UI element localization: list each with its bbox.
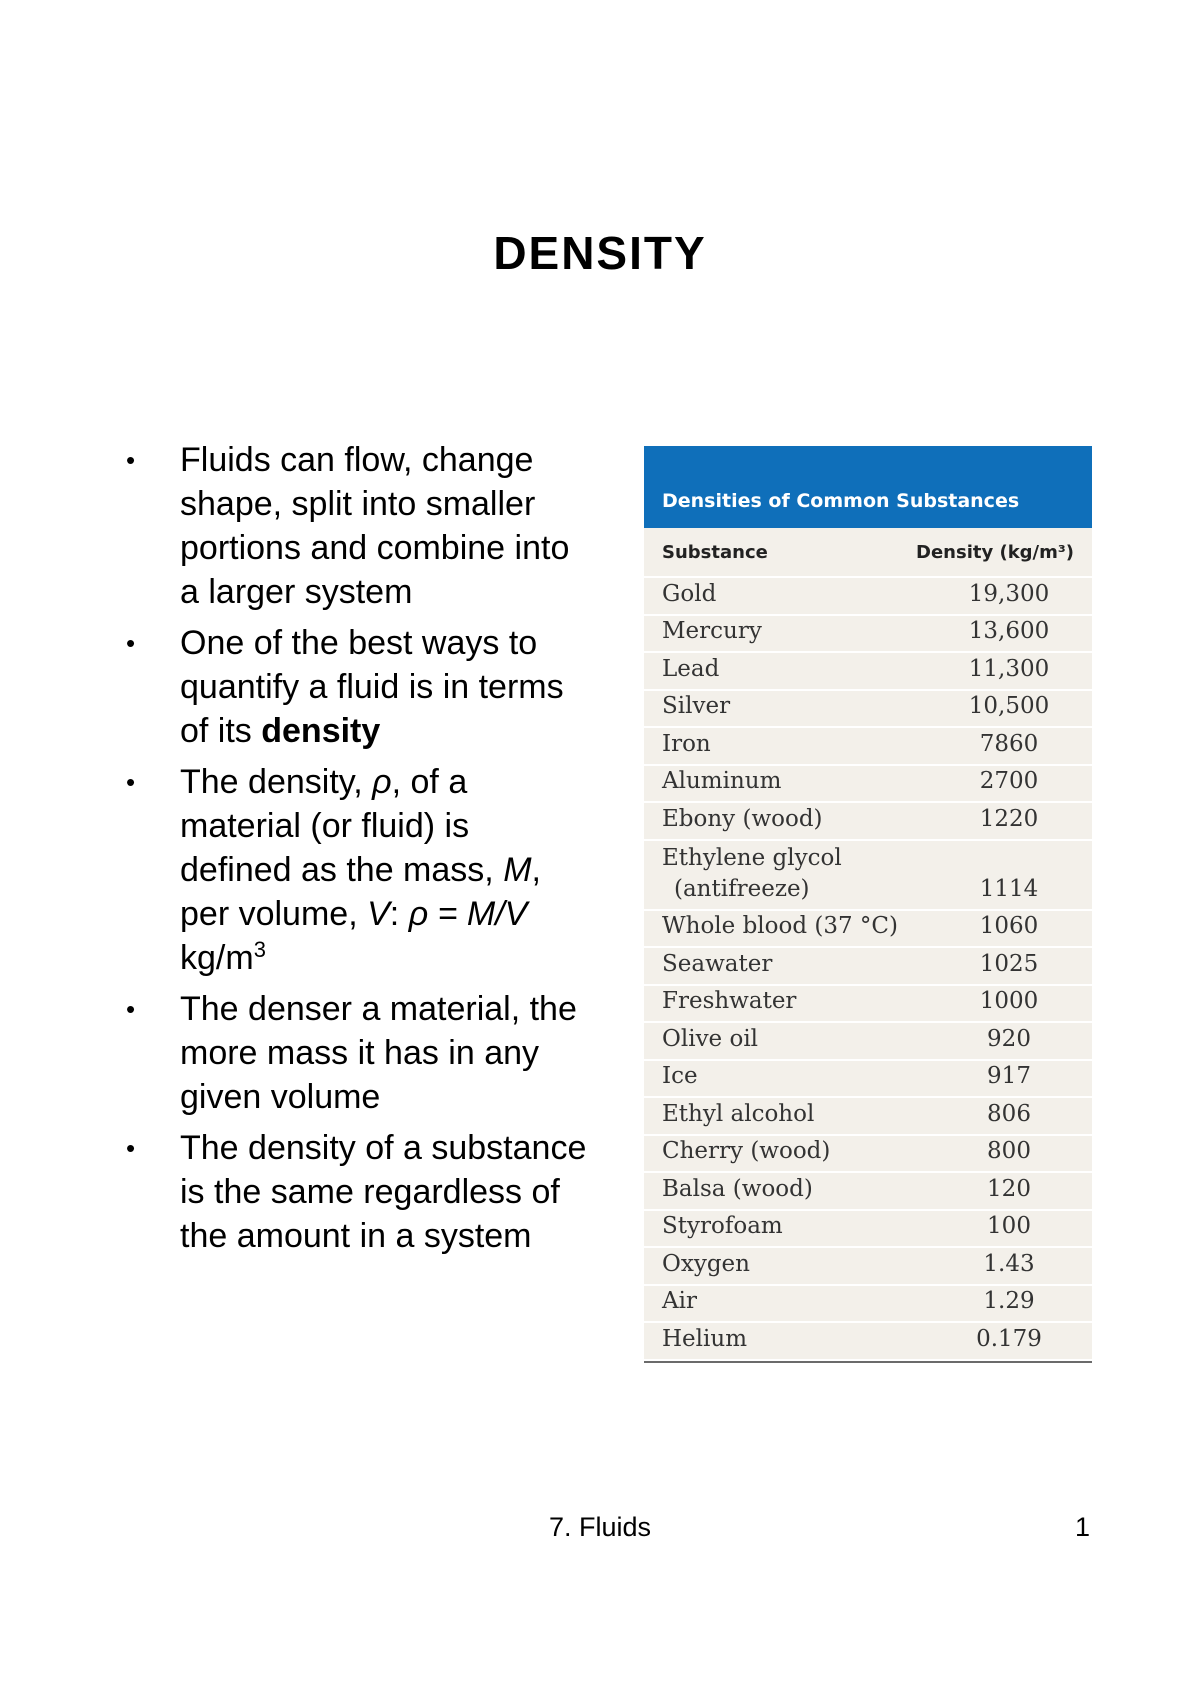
- substance-name: Ice: [662, 1063, 698, 1089]
- table-row: [644, 1173, 1092, 1211]
- substance-cell: [662, 766, 904, 797]
- substance-name: Whole blood (37 °C): [662, 913, 899, 939]
- bullet-glyph: •: [126, 445, 136, 475]
- substance-name: Freshwater: [662, 988, 797, 1014]
- substance-name: Olive oil: [662, 1025, 759, 1052]
- bullet-text: The density,: [180, 763, 373, 801]
- bullet-glyph: •: [126, 1133, 136, 1163]
- table-row: [644, 1098, 1092, 1136]
- density-value: 100: [987, 1213, 1031, 1239]
- density-unit: kg/m: [180, 939, 254, 977]
- density-value: 1.43: [983, 1250, 1035, 1277]
- bullet-text: Fluids can flow, change shape, split into smaller portions and combine into a larger system: [180, 441, 570, 611]
- substance-cell: [662, 616, 904, 647]
- substance-name: Lead: [662, 655, 720, 682]
- substance-cell: [662, 1136, 904, 1167]
- substance-name: Cherry (wood): [662, 1138, 831, 1164]
- table-row: [644, 616, 1092, 654]
- density-value: 7860: [979, 730, 1039, 757]
- substance-name: Styrofoam: [662, 1213, 783, 1239]
- table-row: [644, 911, 1092, 949]
- bullet-text: One of the best ways to quantify a fluid is in terms of its: [180, 624, 564, 750]
- density-value: 13,600: [968, 618, 1050, 644]
- substance-name: Ethylene glycol: [662, 844, 842, 871]
- column-header-substance: Substance: [662, 541, 768, 563]
- density-value: 1.29: [983, 1288, 1035, 1314]
- table-row: [644, 653, 1092, 691]
- substance-cell: [662, 1099, 904, 1130]
- table-row: [644, 766, 1092, 804]
- substance-cell: [662, 1061, 904, 1092]
- density-value: 806: [987, 1100, 1031, 1127]
- substance-cell: [662, 691, 904, 722]
- bullet-item-definition: [120, 760, 590, 980]
- density-value: 1114: [979, 875, 1039, 902]
- substance-name: Ethyl alcohol: [662, 1100, 815, 1127]
- substance-name: Oxygen: [662, 1250, 750, 1277]
- bullet-glyph: •: [126, 628, 136, 658]
- substance-cell: [662, 1249, 904, 1280]
- density-table: [644, 446, 1092, 1363]
- substance-name: Air: [662, 1288, 697, 1314]
- bullet-item-denser: [120, 987, 590, 1119]
- table-row: [644, 728, 1092, 766]
- bullet-glyph: •: [126, 994, 136, 1024]
- bullet-list: [120, 438, 590, 1265]
- substance-cell: [662, 654, 904, 685]
- bullet-text: , per volume,: [180, 851, 541, 933]
- table-title: Densities of Common Substances: [644, 446, 1092, 528]
- substance-cell: [662, 579, 904, 610]
- density-value: 920: [987, 1025, 1031, 1052]
- table-row: [644, 1061, 1092, 1099]
- table-row: [644, 948, 1092, 986]
- substance-name: Ebony (wood): [662, 805, 823, 832]
- substance-cell: [662, 986, 904, 1017]
- density-value: 1220: [979, 805, 1039, 832]
- substance-name: Aluminum: [662, 768, 782, 794]
- substance-name: Helium: [662, 1325, 748, 1352]
- density-value: 1060: [979, 913, 1039, 939]
- symbol-rho: ρ: [372, 763, 392, 801]
- substance-name: Gold: [662, 580, 717, 607]
- substance-cell: [662, 1211, 904, 1242]
- table-row: [644, 1023, 1092, 1061]
- table-row: [644, 1248, 1092, 1286]
- substance-name: Mercury: [662, 618, 762, 644]
- table-body: [644, 578, 1092, 1361]
- table-column-headers: [644, 528, 1092, 578]
- density-value: 0.179: [976, 1325, 1042, 1352]
- substance-name: Balsa (wood): [662, 1175, 813, 1202]
- substance-cell: [662, 1024, 904, 1055]
- substance-cell: [662, 804, 904, 835]
- symbol-volume: V: [367, 895, 390, 933]
- bullet-text: :: [389, 895, 409, 933]
- substance-name: Iron: [662, 730, 711, 757]
- substance-name: Seawater: [662, 950, 773, 977]
- density-value: 19,300: [968, 580, 1050, 607]
- density-value: 917: [987, 1063, 1031, 1089]
- column-header-density: Density (kg/m³): [916, 541, 1074, 563]
- table-row: [644, 1211, 1092, 1249]
- page-title: DENSITY: [493, 227, 707, 279]
- bullet-item-same-density: [120, 1126, 590, 1258]
- substance-cell: [662, 911, 904, 942]
- substance-cell: [662, 843, 904, 905]
- substance-cell: [662, 1174, 904, 1205]
- bullet-text: , of a material (or fluid) is defined as the mass,: [180, 763, 504, 889]
- table-row: [644, 803, 1092, 841]
- bullet-glyph: •: [126, 767, 136, 797]
- density-value: 11,300: [968, 655, 1050, 682]
- density-value: 800: [987, 1138, 1031, 1164]
- bullet-text: The denser a material, the more mass it has in any given volume: [180, 990, 577, 1116]
- bullet-text: The density of a substance is the same regardless of the amount in a system: [180, 1129, 587, 1255]
- symbol-mass: M: [503, 851, 532, 889]
- table-row: [644, 691, 1092, 729]
- bold-term-density: density: [261, 712, 381, 750]
- bullet-item-fluids-flow: [120, 438, 590, 614]
- substance-cell: [662, 729, 904, 760]
- substance-name-continued: (antifreeze): [674, 875, 810, 902]
- table-row: [644, 841, 1092, 911]
- substance-cell: [662, 1324, 904, 1355]
- density-value: 10,500: [968, 693, 1050, 719]
- table-row: [644, 1136, 1092, 1174]
- table-row: [644, 578, 1092, 616]
- density-value: 1025: [979, 950, 1039, 977]
- substance-name: Silver: [662, 693, 731, 719]
- table-row: [644, 1286, 1092, 1324]
- footer-page-number: 1: [1074, 1512, 1090, 1542]
- unit-exponent: 3: [253, 937, 266, 962]
- density-formula: ρ = M/V: [408, 895, 528, 933]
- table-row: [644, 986, 1092, 1024]
- substance-cell: [662, 1286, 904, 1317]
- density-value: 1000: [979, 988, 1039, 1014]
- bullet-item-quantify: [120, 621, 590, 753]
- table-row: [644, 1323, 1092, 1361]
- density-value: 2700: [979, 768, 1039, 794]
- substance-cell: [662, 949, 904, 980]
- density-value: 120: [987, 1175, 1031, 1202]
- footer-chapter: 7. Fluids: [548, 1512, 652, 1542]
